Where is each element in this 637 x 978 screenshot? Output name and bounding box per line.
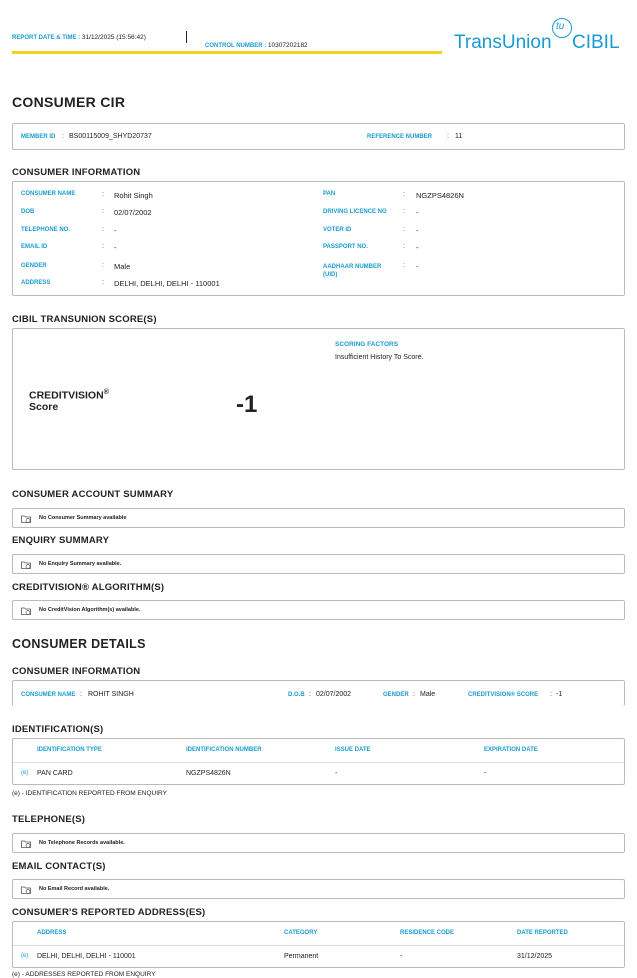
control-number: CONTROL NUMBER : 10307202182 <box>205 42 308 49</box>
field-label: DRIVING LICENCE NO <box>323 209 387 215</box>
table-divider <box>13 762 624 763</box>
table-cell: - <box>335 770 338 777</box>
table-cell: DELHI, DELHI, DELHI - 110001 <box>37 953 136 960</box>
logo-cibil-text: CIBIL <box>572 32 620 53</box>
score-box <box>12 328 625 470</box>
field-value: Rohit Singh <box>114 191 153 200</box>
enquiry-marker: (e) <box>21 770 29 776</box>
logo-transunion-text: TransUnion <box>454 32 552 53</box>
consumer-details-box: CONSUMER NAME : ROHIT SINGH D.O.B : 02/07/2002 GENDER : Male CREDITVISION® SCORE : -1 <box>12 680 625 706</box>
field-label: DOB <box>21 209 35 215</box>
field-label: ADDRESS <box>21 280 51 286</box>
empty-message: No Enquiry Summary available. <box>39 561 122 567</box>
transunion-cibil-logo <box>454 18 630 58</box>
consumer-details-title: CONSUMER DETAILS <box>12 637 146 651</box>
field-value: - <box>416 243 419 252</box>
enquiry-marker: (e) <box>21 953 29 959</box>
field-value: Male <box>114 262 131 271</box>
table-header: IDENTIFICATION NUMBER <box>186 747 262 753</box>
logo-tu-badge: tu <box>552 18 572 38</box>
consumer-information-box: CONSUMER NAME : Rohit Singh DOB : 02/07/2002 TELEPHONE NO. : - EMAIL ID : - GENDER : Male ADDRESS : DELHI, DELHI, DELHI - 110001 PAN : NGZPS4826N DRIVING LICENCE NO : - VOTER ID : - PASSPORT NO. : - AADHAAR NUMBER (UID) : - <box>12 181 625 296</box>
score-name: CREDITVISION® Score <box>29 389 109 413</box>
folder-info-icon <box>21 840 31 848</box>
enquiry-summary-title: ENQUIRY SUMMARY <box>12 535 110 546</box>
consumer-name-value: ROHIT SINGH <box>88 691 134 698</box>
control-number-label: CONTROL NUMBER <box>205 43 263 49</box>
table-cell: - <box>484 770 487 777</box>
field-value: - <box>114 226 117 235</box>
table-cell: 31/12/2025 <box>517 953 553 960</box>
member-box: MEMBER ID : BS00115009_SHYD20737 REFERENCE NUMBER : 11 <box>12 123 625 150</box>
identifications-note: (e) - IDENTIFICATION REPORTED FROM ENQUIRY <box>12 790 167 797</box>
gender-label: GENDER <box>383 692 409 698</box>
consumer-name-label: CONSUMER NAME <box>21 692 76 698</box>
folder-info-icon <box>21 886 31 894</box>
account-summary-title: CONSUMER ACCOUNT SUMMARY <box>12 489 174 500</box>
table-header: RESIDENCE CODE <box>400 930 455 936</box>
folder-info-icon <box>21 515 31 523</box>
gender-value: Male <box>420 691 436 698</box>
table-header: IDENTIFICATION TYPE <box>37 747 102 753</box>
field-label: PAN <box>323 191 336 197</box>
header-yellow-bar <box>12 51 442 54</box>
dob-value: 02/07/2002 <box>316 691 352 698</box>
folder-info-icon <box>21 607 31 615</box>
field-label: TELEPHONE NO. <box>21 227 71 233</box>
empty-message: No Consumer Summary available <box>39 515 127 521</box>
table-header: CATEGORY <box>284 930 318 936</box>
folder-info-icon <box>21 561 31 569</box>
field-value: - <box>416 262 419 271</box>
field-value: DELHI, DELHI, DELHI - 110001 <box>114 279 220 288</box>
algorithms-title: CREDITVISION® ALGORITHM(S) <box>12 582 165 593</box>
field-label: AADHAAR NUMBER (UID) <box>323 264 382 278</box>
member-id-value: BS00115009_SHYD20737 <box>69 133 152 140</box>
empty-message: No Email Record available. <box>39 886 110 892</box>
creditvision-score-value: -1 <box>556 691 563 698</box>
identifications-title: IDENTIFICATION(S) <box>12 724 104 735</box>
field-value: - <box>416 226 419 235</box>
addresses-table <box>12 921 625 968</box>
control-number-value: 10307202182 <box>267 42 308 49</box>
field-value: - <box>416 208 419 217</box>
report-date-value: 31/12/2025 (15:56:42) <box>81 34 146 41</box>
field-label: PASSPORT NO. <box>323 244 368 250</box>
field-value: 02/07/2002 <box>114 208 152 217</box>
emails-title: EMAIL CONTACT(S) <box>12 861 106 872</box>
field-value: - <box>114 243 117 252</box>
creditvision-score-label: CREDITVISION® SCORE <box>468 692 539 698</box>
table-divider <box>13 945 624 946</box>
header-divider <box>186 31 187 43</box>
algorithms-empty-box <box>12 600 625 620</box>
empty-message: No CreditVision Algorithm(s) available. <box>39 607 141 613</box>
page-title: CONSUMER CIR <box>12 94 126 110</box>
empty-message: No Telephone Records available. <box>39 840 125 846</box>
table-header: ADDRESS <box>37 930 67 936</box>
field-label: GENDER <box>21 263 47 269</box>
addresses-note: (e) - ADDRESSES REPORTED FROM ENQUIRY <box>12 971 156 978</box>
table-cell: - <box>400 953 403 960</box>
field-label: EMAIL ID <box>21 244 48 250</box>
score-value: -1 <box>236 391 258 418</box>
field-label: VOTER ID <box>323 227 352 233</box>
reference-number-label: REFERENCE NUMBER <box>367 134 433 140</box>
table-cell: Permanent <box>284 953 319 960</box>
report-date: REPORT DATE & TIME : 31/12/2025 (15:56:42) <box>12 34 146 41</box>
dob-label: D.O.B <box>288 692 305 698</box>
member-id-label: MEMBER ID <box>21 134 56 140</box>
report-date-label: REPORT DATE & TIME <box>12 35 77 41</box>
consumer-information-title: CONSUMER INFORMATION <box>12 167 141 178</box>
reference-number-value: 11 <box>455 133 463 140</box>
identifications-table <box>12 738 625 785</box>
scoring-factors-text: Insufficient History To Score. <box>335 354 424 361</box>
field-label: CONSUMER NAME <box>21 191 76 197</box>
emails-empty-box <box>12 879 625 899</box>
telephones-title: TELEPHONE(S) <box>12 814 86 825</box>
telephones-empty-box <box>12 833 625 853</box>
table-header: DATE REPORTED <box>517 930 568 936</box>
enquiry-summary-empty-box <box>12 554 625 574</box>
table-cell: PAN CARD <box>37 770 73 777</box>
account-summary-empty-box <box>12 508 625 528</box>
table-header: ISSUE DATE <box>335 747 371 753</box>
consumer-details-info-title: CONSUMER INFORMATION <box>12 666 141 677</box>
table-cell: NGZPS4826N <box>186 770 231 777</box>
score-section-title: CIBIL TRANSUNION SCORE(S) <box>12 314 157 325</box>
scoring-factors-title: SCORING FACTORS <box>335 341 399 348</box>
addresses-title: CONSUMER'S REPORTED ADDRESS(ES) <box>12 907 206 918</box>
table-header: EXPIRATION DATE <box>484 747 538 753</box>
field-value: NGZPS4826N <box>416 191 464 200</box>
